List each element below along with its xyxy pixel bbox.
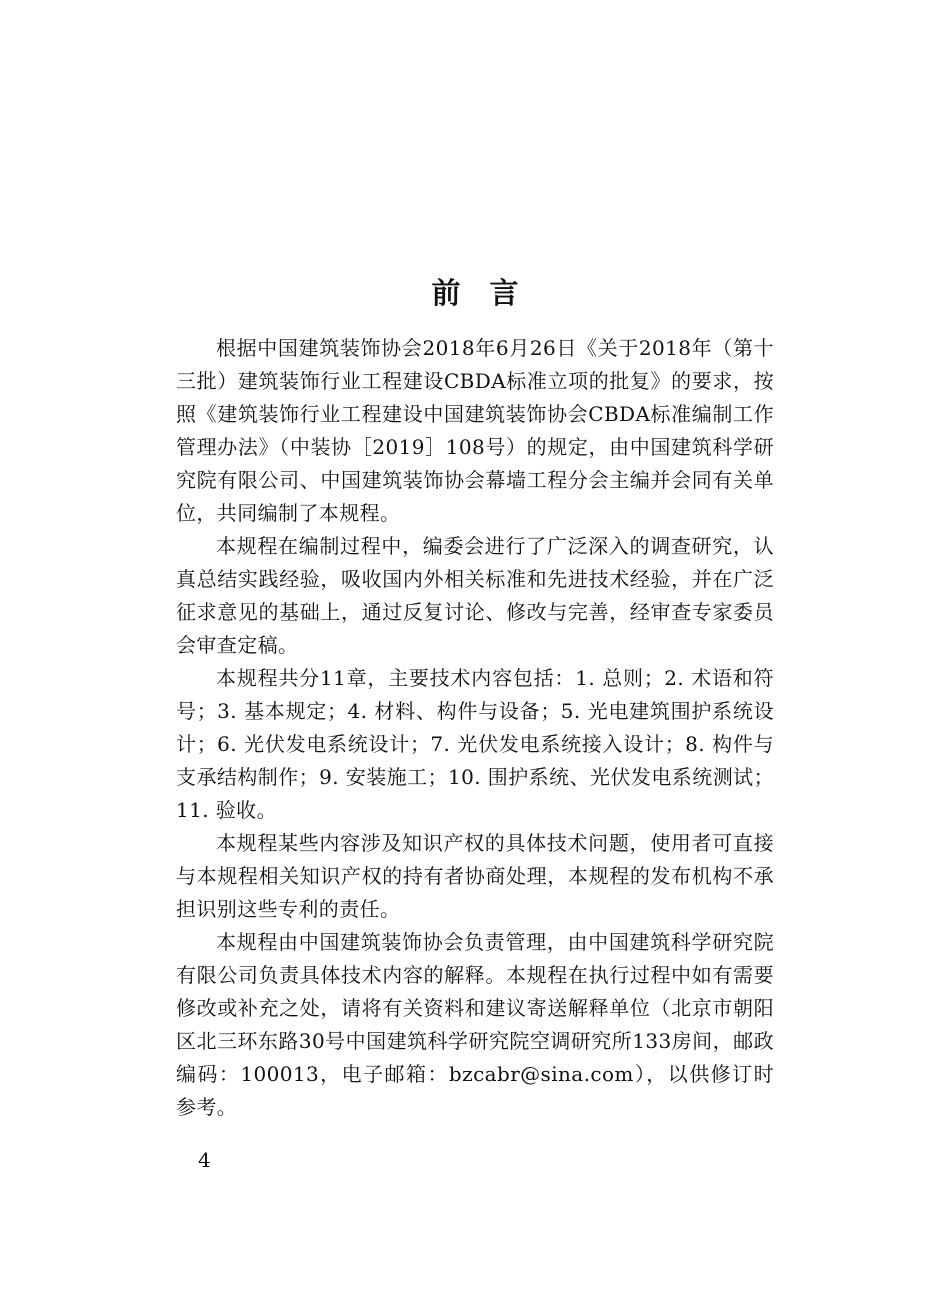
paragraph-patent-notice: 本规程某些内容涉及知识产权的具体技术问题，使用者可直接与本规程相关知识产权的持有者协商处理，本规程的发布机构不承担识别这些专利的责任。 — [176, 831, 774, 921]
paragraph-contents: 本规程共分11章，主要技术内容包括：1. 总则；2. 术语和符号；3. 基本规定；4. 材料、构件与设备；5. 光电建筑围护系统设计；6. 光伏发电系统设计；7. 光伏发电系统接入设计；8. 构件与支承结构制作；9. 安装施工；10. 围护系统、光伏发电系统测试；11. 验收。 — [176, 666, 774, 822]
page-title: 前 言 — [431, 276, 519, 311]
paragraph-management-contact: 本规程由中国建筑装饰协会负责管理，由中国建筑科学研究院有限公司负责具体技术内容的解释。本规程在执行过程中如有需要修改或补充之处，请将有关资料和建议寄送解释单位（北京市朝阳区北三环东路30号中国建筑科学研究院空调研究所133房间，邮政编码：100013，电子邮箱：bzcabr@sina.com），以供修订时参考。 — [176, 930, 774, 1119]
paragraph-compilation-process: 本规程在编制过程中，编委会进行了广泛深入的调查研究，认真总结实践经验，吸收国内外相关标准和先进技术经验，并在广泛征求意见的基础上，通过反复讨论、修改与完善，经审查专家委员会审查定稿。 — [176, 534, 774, 657]
page-number: 4 — [198, 1148, 211, 1172]
preface-body — [176, 332, 774, 1124]
paragraph-basis: 根据中国建筑装饰协会2018年6月26日《关于2018年（第十三批）建筑装饰行业工程建设CBDA标准立项的批复》的要求，按照《建筑装饰行业工程建设中国建筑装饰协会CBDA标准编制工作管理办法》（中装协［2019］108号）的规定，由中国建筑科学研究院有限公司、中国建筑装饰协会幕墙工程分会主编并会同有关单位，共同编制了本规程。 — [176, 336, 774, 525]
